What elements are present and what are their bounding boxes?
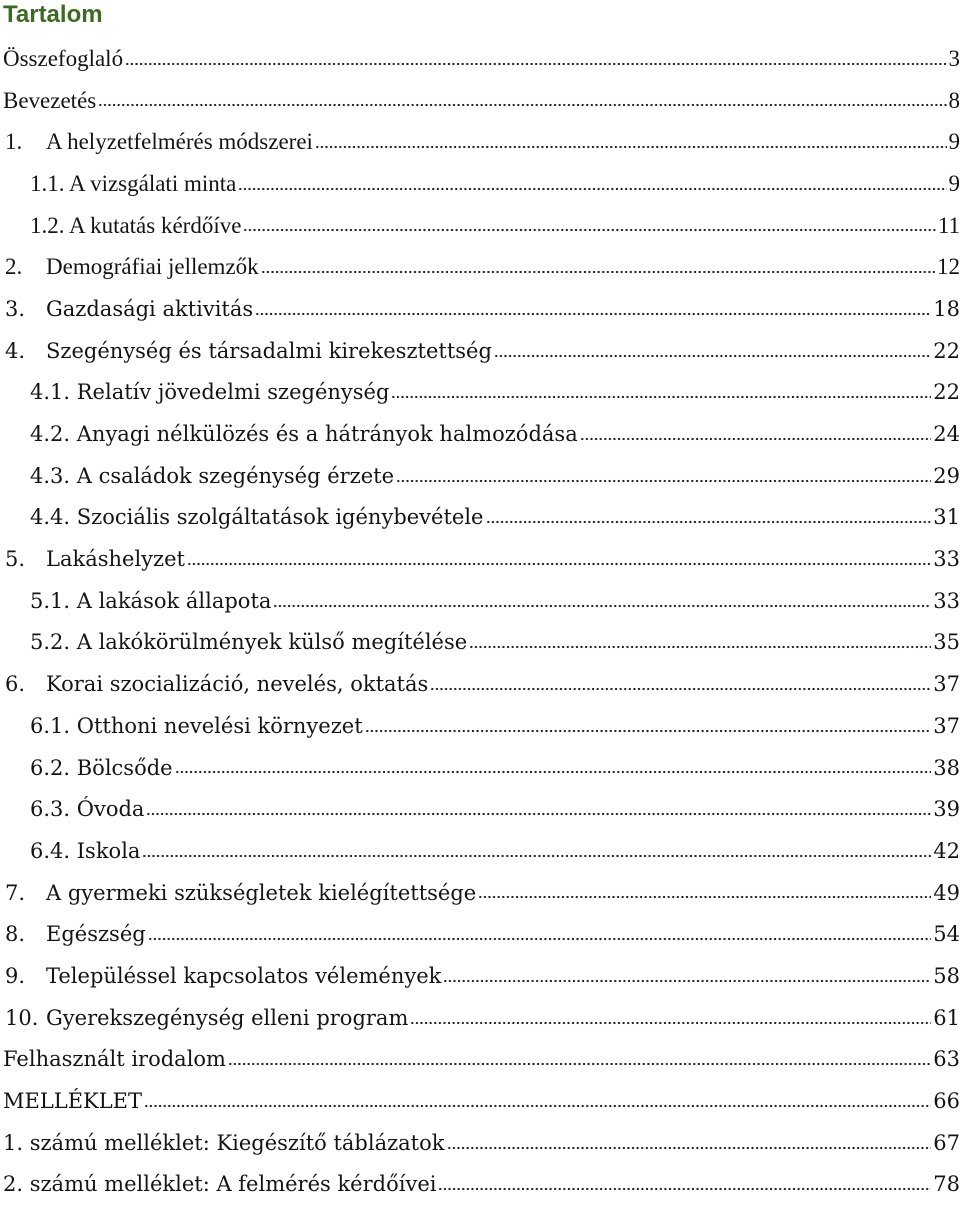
toc-entry-number: 9. bbox=[5, 964, 46, 988]
toc-entry-number: 8. bbox=[5, 922, 46, 946]
toc-entry-title bbox=[30, 464, 394, 488]
toc-entry-title bbox=[30, 213, 241, 239]
dot-leader bbox=[430, 683, 931, 695]
dot-leader bbox=[315, 141, 947, 153]
dot-leader bbox=[146, 808, 931, 820]
toc-entry-label: Szegénység és társadalmi kirekesztettség bbox=[46, 339, 492, 363]
toc-entry-label: Felhasznált irodalom bbox=[3, 1047, 226, 1071]
toc-entry-title bbox=[3, 1131, 445, 1155]
dot-leader bbox=[255, 308, 931, 320]
toc-entry-number: 1. bbox=[5, 129, 46, 155]
toc-entry[interactable] bbox=[0, 538, 960, 580]
dot-leader bbox=[365, 725, 932, 737]
toc-entry-title bbox=[5, 339, 492, 363]
toc-entry-number: 2. bbox=[5, 254, 46, 280]
toc-entry-page-number: 35 bbox=[933, 630, 960, 654]
toc-entry-label: 5.2. A lakókörülmények külső megítélése bbox=[30, 630, 467, 654]
toc-entry-label: 1. számú melléklet: Kiegészítő táblázatok bbox=[3, 1131, 445, 1155]
toc-entry-page-number: 22 bbox=[933, 339, 960, 363]
toc-entry[interactable] bbox=[0, 1122, 960, 1164]
toc-entry-label: Bevezetés bbox=[3, 88, 96, 114]
toc-entry-page-number: 67 bbox=[933, 1131, 960, 1155]
toc-entry[interactable] bbox=[0, 1039, 960, 1081]
toc-entry[interactable] bbox=[0, 747, 960, 789]
toc-entry-label: 2. számú melléklet: A felmérés kérdőívei bbox=[3, 1172, 436, 1196]
toc-entry-label: 1.1. A vizsgálati minta bbox=[30, 171, 236, 197]
toc-entry[interactable] bbox=[0, 121, 960, 163]
toc-entry-title bbox=[30, 505, 484, 529]
toc-entry-page-number: 33 bbox=[933, 589, 960, 613]
toc-entry-title bbox=[3, 1172, 436, 1196]
toc-entry-page-number: 24 bbox=[933, 422, 960, 446]
toc-entry-page-number: 9 bbox=[949, 129, 960, 155]
toc-entry[interactable] bbox=[0, 288, 960, 330]
toc-entry-title bbox=[5, 1006, 408, 1030]
dot-leader bbox=[486, 516, 932, 528]
toc-entry-page-number: 78 bbox=[933, 1172, 960, 1196]
toc-entry-label: Demográfiai jellemzők bbox=[46, 254, 259, 280]
toc-entry-label: 4.2. Anyagi nélkülözés és a hátrányok halmozódása bbox=[30, 422, 578, 446]
toc-entry-page-number: 3 bbox=[949, 46, 960, 72]
toc-entry-label: 4.1. Relatív jövedelmi szegénység bbox=[30, 380, 389, 404]
dot-leader bbox=[142, 850, 931, 862]
toc-entry[interactable] bbox=[0, 497, 960, 539]
toc-entry-page-number: 12 bbox=[937, 254, 960, 280]
toc-entry-title bbox=[30, 422, 578, 446]
toc-entry-page-number: 38 bbox=[933, 756, 960, 780]
dot-leader bbox=[125, 58, 946, 70]
toc-entry[interactable] bbox=[0, 955, 960, 997]
toc-entry-page-number: 66 bbox=[933, 1089, 960, 1113]
dot-leader bbox=[494, 350, 931, 362]
toc-entry[interactable] bbox=[0, 413, 960, 455]
dot-leader bbox=[187, 558, 931, 570]
toc-title: Tartalom bbox=[3, 0, 103, 30]
toc-entry[interactable] bbox=[0, 705, 960, 747]
toc-entry-label: 6.3. Óvoda bbox=[30, 797, 144, 821]
toc-entry-label: 6.2. Bölcsőde bbox=[30, 756, 173, 780]
toc-entry-page-number: 22 bbox=[933, 380, 960, 404]
toc-entry-title bbox=[5, 547, 185, 571]
toc-entry-page-number: 61 bbox=[933, 1006, 960, 1030]
toc-entry-title bbox=[3, 1047, 226, 1071]
toc-entry[interactable] bbox=[0, 580, 960, 622]
toc-entry-label: Lakáshelyzet bbox=[46, 547, 185, 571]
toc-entry-page-number: 11 bbox=[938, 213, 960, 239]
toc-entry-number: 4. bbox=[5, 339, 46, 363]
toc-entry-label: 6.4. Iskola bbox=[30, 839, 140, 863]
toc-entry[interactable] bbox=[0, 80, 960, 122]
toc-entry-title bbox=[30, 714, 363, 738]
dot-leader bbox=[148, 933, 932, 945]
toc-entry-page-number: 63 bbox=[933, 1047, 960, 1071]
toc-entry-page-number: 31 bbox=[933, 505, 960, 529]
toc-entry-label: Településsel kapcsolatos vélemények bbox=[46, 964, 441, 988]
toc-entry[interactable] bbox=[0, 913, 960, 955]
toc-entry-page-number: 9 bbox=[949, 171, 960, 197]
toc-entry-label: A helyzetfelmérés módszerei bbox=[46, 129, 313, 155]
toc-entry-title bbox=[3, 88, 96, 114]
toc-entry-number: 10. bbox=[5, 1006, 46, 1030]
dot-leader bbox=[447, 1142, 932, 1154]
toc-entry-title bbox=[5, 964, 441, 988]
toc-entry-title bbox=[5, 129, 313, 155]
toc-entry[interactable] bbox=[0, 622, 960, 664]
dot-leader bbox=[144, 1100, 931, 1112]
dot-leader bbox=[238, 183, 946, 195]
dot-leader bbox=[228, 1058, 931, 1070]
toc-entry-title bbox=[3, 46, 123, 72]
toc-entry-page-number: 39 bbox=[933, 797, 960, 821]
toc-entry-title bbox=[30, 756, 173, 780]
toc-entry-title bbox=[30, 380, 389, 404]
toc-entry[interactable] bbox=[0, 872, 960, 914]
toc-entry-title bbox=[5, 297, 253, 321]
toc-entry-title bbox=[5, 881, 476, 905]
toc-entry[interactable] bbox=[0, 788, 960, 830]
toc-entry-label: Egészség bbox=[46, 922, 146, 946]
dot-leader bbox=[410, 1017, 931, 1029]
toc-entry-title bbox=[5, 254, 259, 280]
dot-leader bbox=[98, 99, 946, 111]
dot-leader bbox=[273, 600, 931, 612]
toc-entry[interactable] bbox=[0, 455, 960, 497]
toc-entry[interactable] bbox=[0, 830, 960, 872]
toc-entry-page-number: 18 bbox=[933, 297, 960, 321]
toc-entry[interactable] bbox=[0, 1080, 960, 1122]
toc-entry-page-number: 42 bbox=[933, 839, 960, 863]
toc-entry[interactable] bbox=[0, 663, 960, 705]
toc-entry-page-number: 49 bbox=[933, 881, 960, 905]
toc-entry-label: A gyermeki szükségletek kielégítettsége bbox=[46, 881, 476, 905]
dot-leader bbox=[438, 1183, 931, 1195]
toc-entry-page-number: 29 bbox=[933, 464, 960, 488]
toc-entry-label: 4.3. A családok szegénység érzete bbox=[30, 464, 394, 488]
dot-leader bbox=[443, 975, 931, 987]
toc-entry-label: Korai szocializáció, nevelés, oktatás bbox=[46, 672, 428, 696]
toc-entry-label: 1.2. A kutatás kérdőíve bbox=[30, 213, 241, 239]
toc-entry-number: 5. bbox=[5, 547, 46, 571]
toc-entry-title bbox=[5, 922, 146, 946]
toc-entry-title bbox=[30, 797, 144, 821]
dot-leader bbox=[243, 224, 935, 236]
toc-entry-page-number: 54 bbox=[933, 922, 960, 946]
toc-entry-label: 4.4. Szociális szolgáltatások igénybevétele bbox=[30, 505, 484, 529]
dot-leader bbox=[261, 266, 935, 278]
toc-entry-label: Összefoglaló bbox=[3, 46, 123, 72]
dot-leader bbox=[478, 891, 931, 903]
toc-entry-label: Gyerekszegénység elleni program bbox=[46, 1006, 408, 1030]
toc-entry-page-number: 37 bbox=[933, 672, 960, 696]
toc-entry-title bbox=[30, 839, 140, 863]
toc-entry[interactable] bbox=[0, 246, 960, 288]
toc-entry-number: 6. bbox=[5, 672, 46, 696]
dot-leader bbox=[580, 433, 932, 445]
toc-entry-title bbox=[30, 171, 236, 197]
toc-entry-label: 6.1. Otthoni nevelési környezet bbox=[30, 714, 363, 738]
toc-entry[interactable] bbox=[0, 163, 960, 205]
toc-entry-label: MELLÉKLET bbox=[3, 1089, 142, 1113]
toc-entry-page-number: 33 bbox=[933, 547, 960, 571]
dot-leader bbox=[175, 766, 932, 778]
toc-entry-label: Gazdasági aktivitás bbox=[46, 297, 253, 321]
toc-entry[interactable] bbox=[0, 38, 960, 80]
toc-entry-number: 7. bbox=[5, 881, 46, 905]
toc-entry[interactable] bbox=[0, 997, 960, 1039]
toc-entry[interactable] bbox=[0, 330, 960, 372]
toc-entry-label: 5.1. A lakások állapota bbox=[30, 589, 271, 613]
toc-entry-title bbox=[5, 672, 428, 696]
dot-leader bbox=[396, 475, 931, 487]
toc-entry-title bbox=[30, 589, 271, 613]
toc-entry-title bbox=[3, 1089, 142, 1113]
toc-entry-page-number: 8 bbox=[949, 88, 960, 114]
toc-entry-number: 3. bbox=[5, 297, 46, 321]
toc-entry-title bbox=[30, 630, 467, 654]
toc-entry-page-number: 58 bbox=[933, 964, 960, 988]
toc-list bbox=[0, 38, 960, 1205]
dot-leader bbox=[391, 391, 931, 403]
toc-entry-page-number: 37 bbox=[933, 714, 960, 738]
dot-leader bbox=[469, 641, 931, 653]
toc-entry[interactable] bbox=[0, 372, 960, 414]
toc-entry[interactable] bbox=[0, 205, 960, 247]
